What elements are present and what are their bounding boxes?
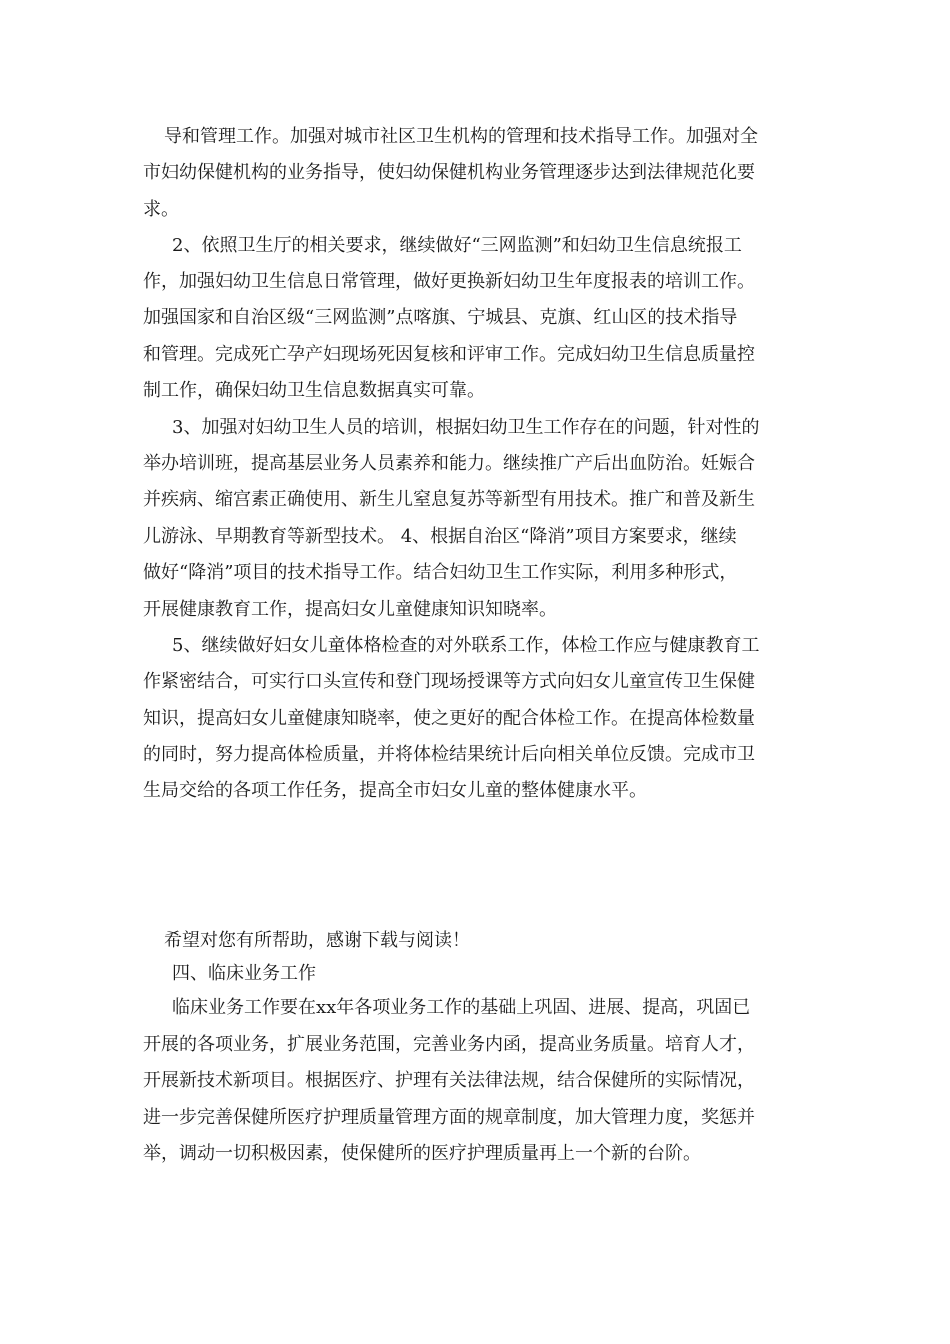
text-line: 2、依照卫生厅的相关要求，继续做好“三网监测”和妇幼卫生信息统报工 bbox=[172, 235, 742, 256]
text-line: 并疾病、缩宫素正确使用、新生儿窒息复苏等新型有用技术。推广和普及新生 bbox=[143, 489, 755, 510]
text-line: 开展健康教育工作，提高妇女儿童健康知识知晓率。 bbox=[143, 599, 557, 620]
text-line: 举办培训班，提高基层业务人员素养和能力。继续推广产后出血防治。妊娠合 bbox=[143, 453, 755, 474]
text-line: 进一步完善保健所医疗护理质量管理方面的规章制度，加大管理力度，奖惩并 bbox=[143, 1107, 755, 1128]
section-heading: 四、临床业务工作 bbox=[172, 963, 316, 984]
text-line: 和管理。完成死亡孕产妇现场死因复核和评审工作。完成妇幼卫生信息质量控 bbox=[143, 344, 755, 365]
text-line: 作，加强妇幼卫生信息日常管理，做好更换新妇幼卫生年度报表的培训工作。 bbox=[143, 271, 755, 292]
text-line: 举，调动一切积极因素，使保健所的医疗护理质量再上一个新的台阶。 bbox=[143, 1143, 701, 1164]
text-line: 开展的各项业务，扩展业务范围，完善业务内函，提高业务质量。培育人才， bbox=[143, 1034, 755, 1055]
text-line: 导和管理工作。加强对城市社区卫生机构的管理和技术指导工作。加强对全 bbox=[164, 126, 758, 147]
text-line: 开展新技术新项目。根据医疗、护理有关法律法规，结合保健所的实际情况， bbox=[143, 1070, 755, 1091]
text-line: 做好“降消”项目的技术指导工作。结合妇幼卫生工作实际，利用多种形式， bbox=[143, 562, 738, 583]
text-line: 作紧密结合，可实行口头宣传和登门现场授课等方式向妇女儿童宣传卫生保健 bbox=[143, 671, 755, 692]
text-line: 市妇幼保健机构的业务指导，使妇幼保健机构业务管理逐步达到法律规范化要 bbox=[143, 162, 755, 183]
text-line: 求。 bbox=[143, 199, 179, 220]
closing-note: 希望对您有所帮助，感谢下载与阅读！ bbox=[164, 930, 470, 951]
text-line: 生局交给的各项工作任务，提高全市妇女儿童的整体健康水平。 bbox=[143, 780, 647, 801]
text-line: 知识，提高妇女儿童健康知晓率，使之更好的配合体检工作。在提高体检数量 bbox=[143, 708, 755, 729]
text-line: 5、继续做好妇女儿童体格检查的对外联系工作，体检工作应与健康教育工 bbox=[172, 635, 760, 656]
text-line: 3、加强对妇幼卫生人员的培训，根据妇幼卫生工作存在的问题，针对性的 bbox=[172, 417, 760, 438]
text-line: 加强国家和自治区级“三网监测”点喀旗、宁城县、克旗、红山区的技术指导 bbox=[143, 307, 738, 328]
text-line: 儿游泳、早期教育等新型技术。 4、根据自治区“降消”项目方案要求，继续 bbox=[143, 526, 737, 547]
text-line: 的同时，努力提高体检质量，并将体检结果统计后向相关单位反馈。完成市卫 bbox=[143, 744, 755, 765]
text-line: 临床业务工作要在xx年各项业务工作的基础上巩固、进展、提高，巩固已 bbox=[172, 997, 751, 1018]
text-line: 制工作，确保妇幼卫生信息数据真实可靠。 bbox=[143, 380, 485, 401]
